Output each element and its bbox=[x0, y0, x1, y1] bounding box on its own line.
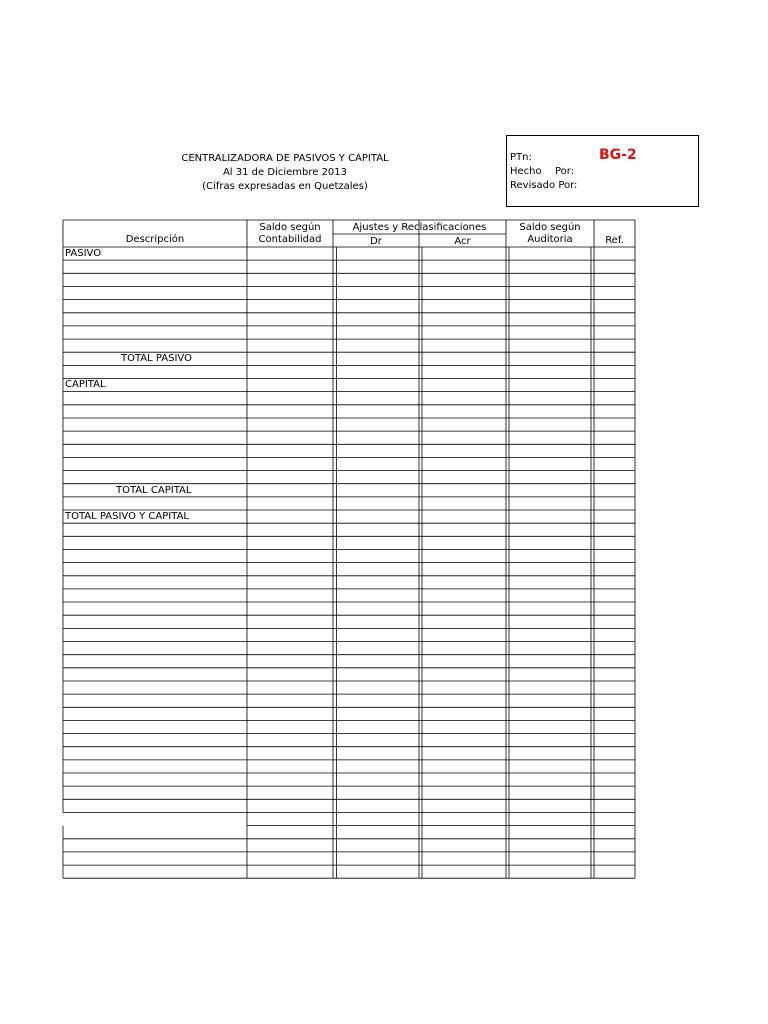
header-saldo-contabilidad-2: Contabilidad bbox=[258, 234, 322, 245]
revisado-label: Revisado Por: bbox=[510, 180, 578, 191]
section-capital: CAPITAL bbox=[65, 379, 106, 390]
document-title: CENTRALIZADORA DE PASIVOS Y CAPITAL bbox=[181, 153, 389, 164]
total-pasivo-capital-label: TOTAL PASIVO Y CAPITAL bbox=[65, 511, 189, 522]
document-date: Al 31 de Diciembre 2013 bbox=[222, 167, 348, 178]
section-pasivo: PASIVO bbox=[65, 248, 102, 259]
header-saldo-auditoria-1: Saldo según bbox=[519, 222, 581, 233]
currency-note: (Cifras expresadas en Quetzales) bbox=[202, 181, 368, 192]
hecho-label: Hecho bbox=[510, 166, 542, 177]
header-dr: Dr bbox=[370, 236, 382, 247]
header-saldo-contabilidad-1: Saldo según bbox=[259, 222, 321, 233]
reference-box bbox=[506, 135, 699, 207]
header-ref: Ref. bbox=[605, 235, 624, 246]
ptn-label: PTn: bbox=[510, 152, 532, 163]
header-saldo-auditoria-2: Auditoria bbox=[527, 234, 573, 245]
total-pasivo-label: TOTAL PASIVO bbox=[121, 353, 192, 364]
hecho-por-label: Por: bbox=[555, 166, 575, 177]
working-paper-code: BG-2 bbox=[599, 147, 637, 163]
header-acr: Acr bbox=[454, 236, 471, 247]
header-descripcion: Descripción bbox=[125, 234, 185, 245]
total-capital-label: TOTAL CAPITAL bbox=[116, 485, 192, 496]
header-ajustes: Ajustes y Reclasificaciones bbox=[352, 222, 487, 233]
